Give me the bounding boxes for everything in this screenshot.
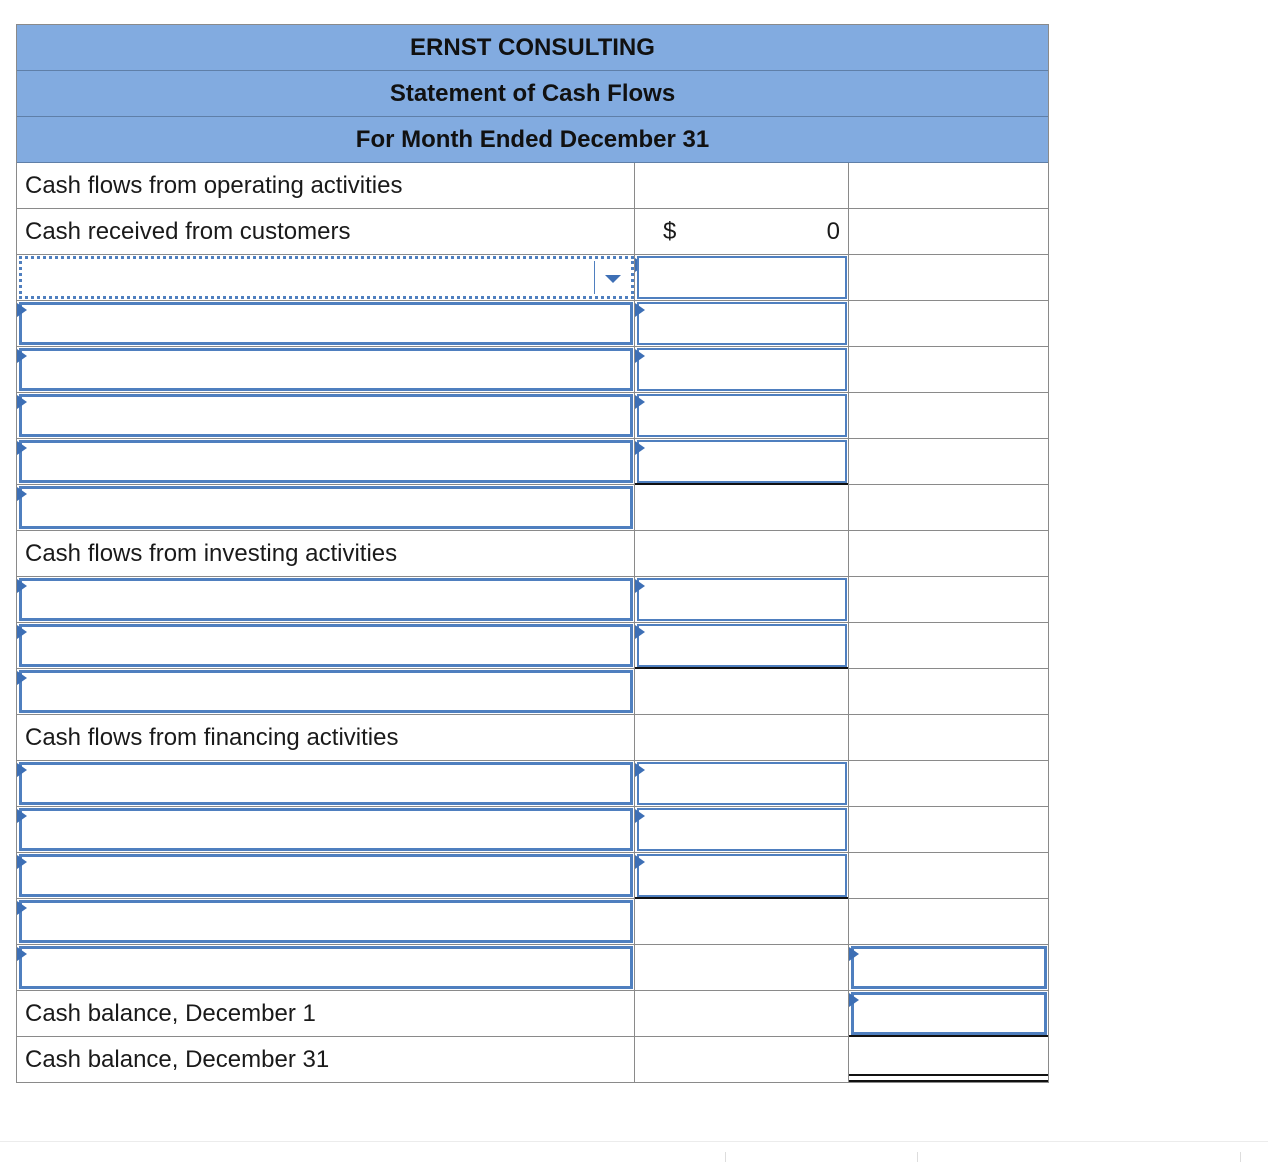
operating-heading-row <box>17 163 1048 209</box>
input-marker-icon <box>635 809 645 823</box>
cash-received-label: Cash received from customers <box>25 217 351 245</box>
currency-symbol: $ <box>663 217 677 245</box>
operating-amount-input[interactable] <box>637 302 847 345</box>
operating-amount-input[interactable] <box>637 394 847 437</box>
investing-heading-row <box>17 531 1048 577</box>
input-marker-icon <box>17 579 27 593</box>
operating-row <box>17 301 1048 347</box>
input-marker-icon <box>17 441 27 455</box>
financing-total-dropdown[interactable] <box>19 900 633 943</box>
operating-item-dropdown[interactable] <box>19 348 633 391</box>
operating-total-dropdown[interactable] <box>19 486 633 529</box>
financing-row <box>17 761 1048 807</box>
footer-divider <box>0 1141 1268 1142</box>
financing-amount-input[interactable] <box>637 854 847 897</box>
statement-title: Statement of Cash Flows <box>17 71 1048 117</box>
balance-end-label: Cash balance, December 31 <box>25 1045 330 1073</box>
operating-item-dropdown[interactable] <box>19 440 633 483</box>
operating-row <box>17 393 1048 439</box>
investing-heading: Cash flows from investing activities <box>25 539 398 567</box>
input-marker-icon <box>17 763 27 777</box>
cash-received-row <box>17 209 1048 255</box>
investing-item-dropdown[interactable] <box>19 624 633 667</box>
investing-total-dropdown[interactable] <box>19 670 633 713</box>
input-marker-icon <box>635 349 645 363</box>
financing-total-row <box>17 899 1048 945</box>
financing-item-dropdown[interactable] <box>19 854 633 897</box>
operating-row <box>17 255 1048 301</box>
input-marker-icon <box>849 947 859 961</box>
operating-amount-input[interactable] <box>637 440 847 483</box>
net-change-row <box>17 945 1048 991</box>
statement-period: For Month Ended December 31 <box>17 117 1048 163</box>
input-marker-icon <box>635 303 645 317</box>
cash-flow-worksheet <box>16 24 1049 1083</box>
operating-item-dropdown[interactable] <box>19 256 634 299</box>
balance-begin-input[interactable] <box>851 992 1047 1035</box>
operating-amount-input[interactable] <box>637 348 847 391</box>
financing-heading: Cash flows from financing activities <box>25 723 399 751</box>
company-name: ERNST CONSULTING <box>17 25 1048 71</box>
operating-item-dropdown[interactable] <box>19 394 633 437</box>
financing-item-dropdown[interactable] <box>19 762 633 805</box>
balance-end-row <box>17 1037 1048 1083</box>
financing-amount-input[interactable] <box>637 808 847 851</box>
operating-amount-input[interactable] <box>637 256 847 299</box>
financing-row <box>17 807 1048 853</box>
financing-amount-input[interactable] <box>637 762 847 805</box>
input-marker-icon <box>635 395 645 409</box>
input-marker-icon <box>17 855 27 869</box>
double-underline <box>849 1074 1048 1082</box>
investing-row <box>17 577 1048 623</box>
financing-row <box>17 853 1048 899</box>
chevron-down-icon[interactable] <box>605 275 621 283</box>
operating-row <box>17 347 1048 393</box>
net-change-dropdown[interactable] <box>19 946 633 989</box>
financing-item-dropdown[interactable] <box>19 808 633 851</box>
investing-amount-input[interactable] <box>637 624 847 667</box>
input-marker-icon <box>635 579 645 593</box>
balance-begin-label: Cash balance, December 1 <box>25 999 316 1027</box>
investing-item-dropdown[interactable] <box>19 578 633 621</box>
balance-begin-row <box>17 991 1048 1037</box>
investing-amount-input[interactable] <box>637 578 847 621</box>
input-marker-icon <box>17 947 27 961</box>
input-marker-icon <box>635 763 645 777</box>
operating-heading: Cash flows from operating activities <box>25 171 403 199</box>
investing-total-row <box>17 669 1048 715</box>
input-marker-icon <box>17 349 27 363</box>
input-marker-icon <box>17 901 27 915</box>
input-marker-icon <box>17 303 27 317</box>
net-change-amount-input[interactable] <box>851 946 1047 989</box>
input-marker-icon <box>17 625 27 639</box>
input-marker-icon <box>17 487 27 501</box>
operating-row <box>17 439 1048 485</box>
operating-total-row <box>17 485 1048 531</box>
input-marker-icon <box>17 671 27 685</box>
input-marker-icon <box>849 993 859 1007</box>
investing-row <box>17 623 1048 669</box>
cash-received-amount: 0 <box>826 217 840 245</box>
input-marker-icon <box>17 809 27 823</box>
input-marker-icon <box>635 625 645 639</box>
input-marker-icon <box>17 395 27 409</box>
financing-heading-row <box>17 715 1048 761</box>
input-marker-icon <box>635 855 645 869</box>
input-marker-icon <box>635 441 645 455</box>
operating-item-dropdown[interactable] <box>19 302 633 345</box>
